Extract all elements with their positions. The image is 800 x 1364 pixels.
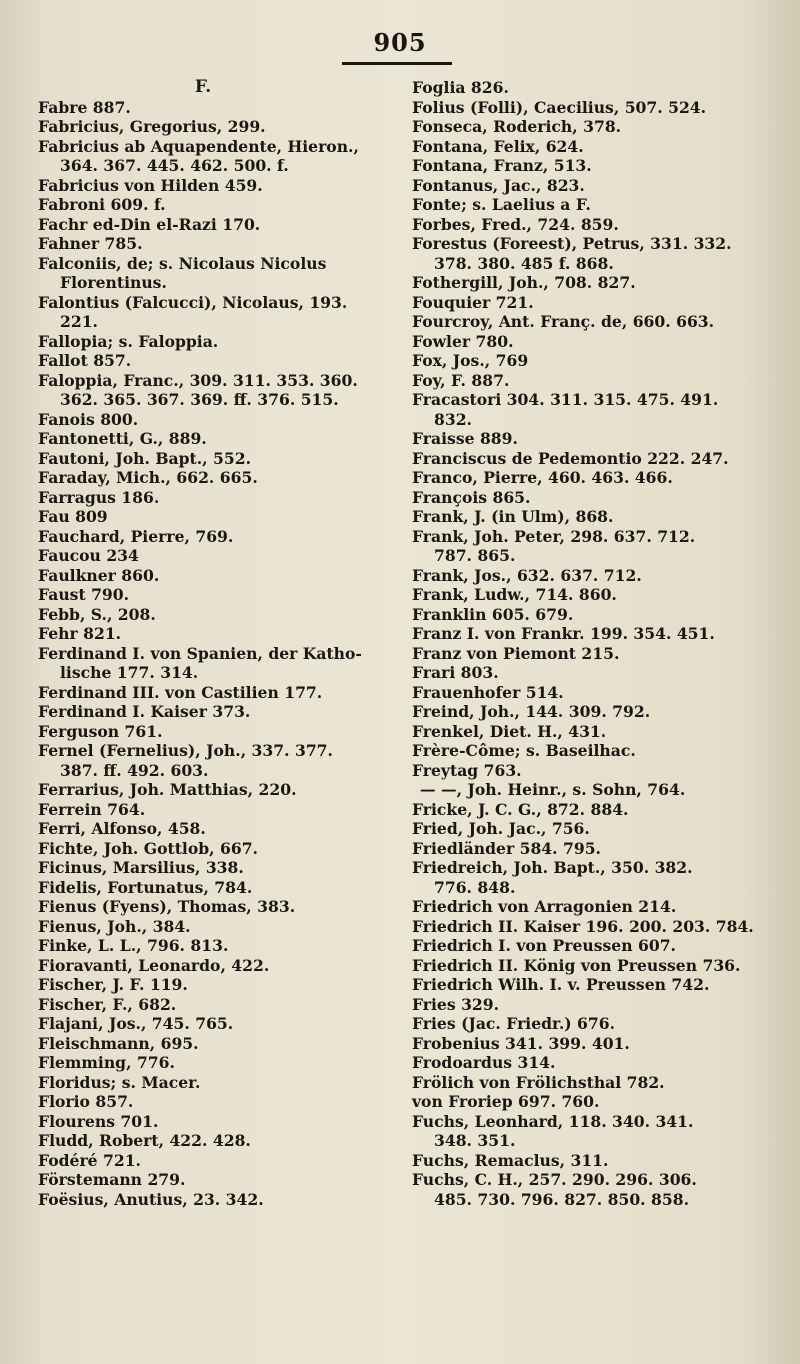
index-entry: Ferrein 764. xyxy=(38,799,146,819)
index-entry: Fidelis, Fortunatus, 784. xyxy=(38,877,253,897)
index-column-right xyxy=(412,78,794,1209)
index-entry: Fuchs, Leonhard, 118. 340. 341. xyxy=(412,1111,694,1131)
index-entry: Fracastori 304. 311. 315. 475. 491. xyxy=(412,390,719,409)
index-entry: Faust 790. xyxy=(38,585,130,604)
index-entry: Friedrich I. von Preussen 607. xyxy=(412,936,676,955)
index-entry: Foësius, Anutius, 23. 342. xyxy=(38,1189,264,1209)
index-entry: Friedrich Wilh. I. v. Preussen 742. xyxy=(412,975,710,994)
index-entry: Fodéré 721. xyxy=(38,1150,141,1170)
index-entry: Förstemann 279. xyxy=(38,1170,186,1189)
index-entry: Fouquier 721. xyxy=(412,292,534,312)
index-entry: Fontana, Franz, 513. xyxy=(412,156,592,175)
index-entry: Ferrarius, Joh. Matthias, 220. xyxy=(38,780,297,799)
index-entry: Friedländer 584. 795. xyxy=(412,838,601,858)
index-entry: Flourens 701. xyxy=(38,1111,159,1131)
index-entry: lische 177. 314. xyxy=(60,663,199,682)
index-entry: Fioravanti, Leonardo, 422. xyxy=(38,955,270,975)
page-number: 905 xyxy=(373,28,427,57)
index-entry: Fienus, Joh., 384. xyxy=(38,916,191,936)
index-entry: Fried, Joh. Jac., 756. xyxy=(412,819,590,838)
index-entry: 776. 848. xyxy=(434,877,516,897)
index-entry: Fothergill, Joh., 708. 827. xyxy=(412,273,636,292)
index-entry: Friedreich, Joh. Bapt., 350. 382. xyxy=(412,858,693,877)
index-entry: Frauenhofer 514. xyxy=(412,682,564,702)
index-entry: Faucou 234 xyxy=(38,546,139,565)
index-entry: Frank, J. (in Ulm), 868. xyxy=(412,507,614,526)
index-entry: 387. ff. 492. 603. xyxy=(60,760,209,780)
index-entry: Florio 857. xyxy=(38,1092,134,1111)
index-entry: Foy, F. 887. xyxy=(412,370,510,390)
index-entry: — —, Joh. Heinr., s. Sohn, 764. xyxy=(420,780,686,799)
index-entry: Forestus (Foreest), Petrus, 331. 332. xyxy=(412,234,732,253)
index-entry: Frobenius 341. 399. 401. xyxy=(412,1033,630,1053)
index-entry: Fischer, F., 682. xyxy=(38,994,177,1014)
index-entry: 362. 365. 367. 369. ff. 376. 515. xyxy=(60,390,339,409)
index-entry: Fraisse 889. xyxy=(412,429,518,448)
index-entry: 364. 367. 445. 462. 500. f. xyxy=(60,156,289,175)
index-entry: Fahner 785. xyxy=(38,234,143,253)
index-entry: Ferdinand I. von Spanien, der Katho- xyxy=(38,643,362,663)
index-entry: Fonte; s. Laelius a F. xyxy=(412,195,591,214)
index-entry: Fabre 887. xyxy=(38,97,131,117)
index-entry: Fallopia; s. Faloppia. xyxy=(38,331,219,351)
index-entry: Falontius (Falcucci), Nicolaus, 193. xyxy=(38,292,348,312)
index-entry: Febb, S., 208. xyxy=(38,604,156,624)
index-entry: Foglia 826. xyxy=(412,78,509,97)
index-entry: Frank, Jos., 632. 637. 712. xyxy=(412,565,642,585)
index-entry: Fernel (Fernelius), Joh., 337. 377. xyxy=(38,741,333,760)
index-entry: Fauchard, Pierre, 769. xyxy=(38,526,234,546)
index-entry: Fehr 821. xyxy=(38,624,122,643)
index-entry: Fabricius ab Aquapendente, Hieron., xyxy=(38,136,359,156)
index-entry: Faloppia, Franc., 309. 311. 353. 360. xyxy=(38,370,358,390)
index-entry: Fachr ed-Din el-Razi 170. xyxy=(38,214,261,234)
index-entry: Friedrich von Arragonien 214. xyxy=(412,897,677,916)
index-entry: Fowler 780. xyxy=(412,331,514,351)
index-entry: Forbes, Fred., 724. 859. xyxy=(412,214,619,234)
index-entry: Fuchs, Remaclus, 311. xyxy=(412,1150,609,1170)
index-entry: 787. 865. xyxy=(434,546,516,565)
index-entry: Frenkel, Diet. H., 431. xyxy=(412,721,607,741)
index-entry: Fienus (Fyens), Thomas, 383. xyxy=(38,897,296,916)
index-entry: François 865. xyxy=(412,487,531,507)
index-entry: Fries (Jac. Friedr.) 676. xyxy=(412,1014,616,1033)
index-entry: Fanois 800. xyxy=(38,409,139,429)
index-entry: Fricke, J. C. G., 872. 884. xyxy=(412,799,629,819)
index-entry: Finke, L. L., 796. 813. xyxy=(38,936,229,955)
index-entry: von Froriep 697. 760. xyxy=(412,1092,600,1111)
index-entry: Frodoardus 314. xyxy=(412,1053,556,1072)
index-entry: Franz von Piemont 215. xyxy=(412,643,620,663)
index-entry: Florentinus. xyxy=(60,273,167,292)
index-entry: Friedrich II. Kaiser 196. 200. 203. 784. xyxy=(412,916,754,936)
index-entry: Faulkner 860. xyxy=(38,565,160,585)
index-entry: Ferdinand I. Kaiser 373. xyxy=(38,702,251,721)
index-entry: Frère-Côme; s. Baseilhac. xyxy=(412,741,636,760)
index-entry: Fau 809 xyxy=(38,507,108,526)
index-entry: 378. 380. 485 f. 868. xyxy=(434,253,614,273)
index-entry: Ficinus, Marsilius, 338. xyxy=(38,858,244,877)
index-entry: Franco, Pierre, 460. 463. 466. xyxy=(412,468,673,487)
index-entry: Falconiis, de; s. Nicolaus Nicolus xyxy=(38,253,327,273)
index-entry: Fludd, Robert, 422. 428. xyxy=(38,1131,251,1150)
index-entry: Fichte, Joh. Gottlob, 667. xyxy=(38,838,258,858)
index-entry: Ferri, Alfonso, 458. xyxy=(38,819,206,838)
index-entry: Franklin 605. 679. xyxy=(412,604,574,624)
index-entry: Faraday, Mich., 662. 665. xyxy=(38,468,258,487)
index-entry: Freytag 763. xyxy=(412,760,522,780)
index-entry: Floridus; s. Macer. xyxy=(38,1072,201,1092)
index-entry: Fourcroy, Ant. Franç. de, 660. 663. xyxy=(412,312,715,331)
index-entry: 348. 351. xyxy=(434,1131,516,1150)
index-entry: Farragus 186. xyxy=(38,487,160,507)
index-column-left xyxy=(38,78,398,1209)
index-entry: Ferguson 761. xyxy=(38,721,163,741)
index-entry: 485. 730. 796. 827. 850. 858. xyxy=(434,1189,690,1209)
index-entry: Franciscus de Pedemontio 222. 247. xyxy=(412,448,729,468)
index-entry: Frank, Joh. Peter, 298. 637. 712. xyxy=(412,526,696,546)
index-entry: Frari 803. xyxy=(412,663,499,682)
index-entry: Fontanus, Jac., 823. xyxy=(412,175,585,195)
index-entry: Ferdinand III. von Castilien 177. xyxy=(38,682,323,702)
index-entry: Fabricius von Hilden 459. xyxy=(38,175,263,195)
index-entry: 832. xyxy=(434,409,472,429)
header-rule xyxy=(342,62,452,65)
index-entry: Frölich von Frölichsthal 782. xyxy=(412,1072,665,1092)
index-entry: Fantonetti, G., 889. xyxy=(38,429,207,448)
index-entry: Flemming, 776. xyxy=(38,1053,175,1072)
index-entry: Fabricius, Gregorius, 299. xyxy=(38,117,266,136)
index-entry: Fischer, J. F. 119. xyxy=(38,975,188,994)
index-entry: Fuchs, C. H., 257. 290. 296. 306. xyxy=(412,1170,697,1189)
index-entry: Fries 329. xyxy=(412,994,500,1014)
index-entry: Fonseca, Roderich, 378. xyxy=(412,117,622,136)
section-letter-heading: F. xyxy=(194,77,212,97)
index-entry: Fox, Jos., 769 xyxy=(412,351,529,370)
index-entry: Frank, Ludw., 714. 860. xyxy=(412,585,617,604)
index-entry: Fallot 857. xyxy=(38,351,132,370)
index-entry: Friedrich II. König von Preussen 736. xyxy=(412,955,741,975)
index-entry: Folius (Folli), Caecilius, 507. 524. xyxy=(412,97,707,117)
index-entry: Fontana, Felix, 624. xyxy=(412,136,584,156)
index-entry: 221. xyxy=(60,312,98,331)
index-entry: Freind, Joh., 144. 309. 792. xyxy=(412,702,651,721)
index-entry: Flajani, Jos., 745. 765. xyxy=(38,1014,234,1033)
index-entry: Fabroni 609. f. xyxy=(38,195,166,214)
index-entry: Fleischmann, 695. xyxy=(38,1033,199,1053)
index-entry: Fautoni, Joh. Bapt., 552. xyxy=(38,448,252,468)
index-entry: Franz I. von Frankr. 199. 354. 451. xyxy=(412,624,715,643)
